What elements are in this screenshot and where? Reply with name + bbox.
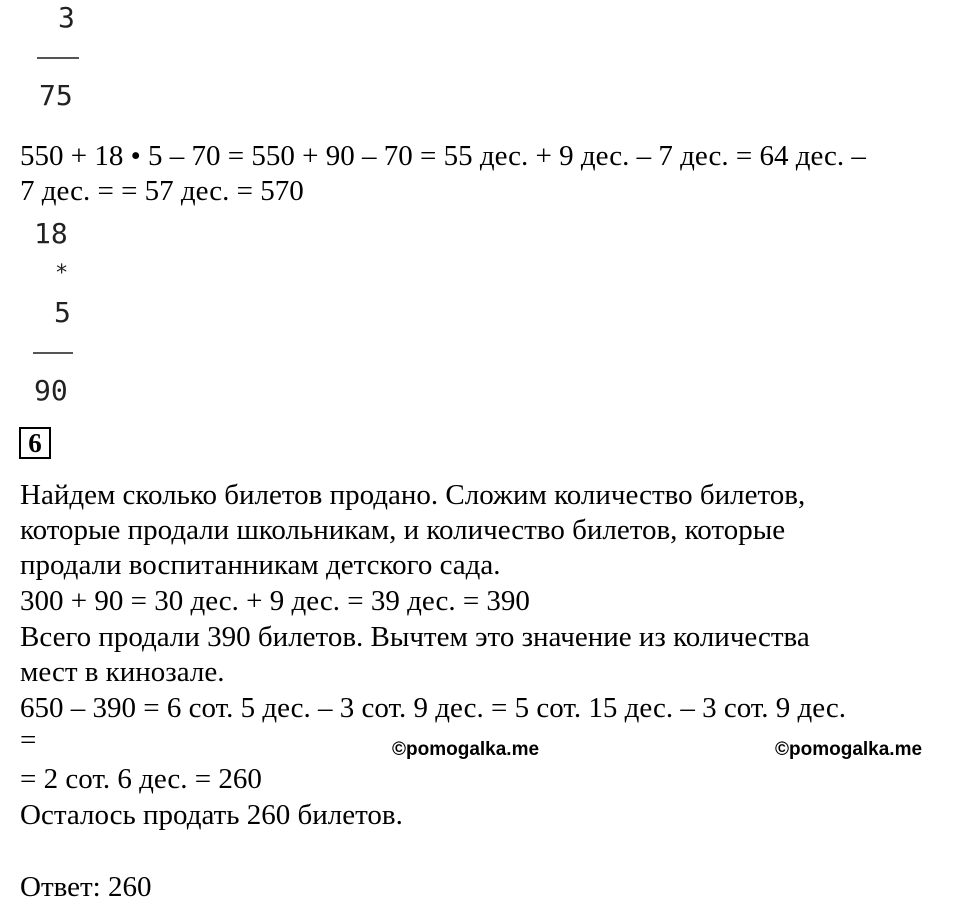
column-calc-1-operand: 3: [58, 1, 75, 34]
solution-line-8: =: [20, 724, 37, 756]
column-calc-1-result: 75: [39, 79, 73, 112]
solution-line-5: Всего продали 390 билетов. Вычтем это значение из количества: [20, 621, 810, 653]
solution-line-2: которые продали школьникам, и количество билетов, которые: [20, 514, 786, 546]
expression-line-1: 550 + 18 • 5 – 70 = 550 + 90 – 70 = 55 дес. + 9 дес. – 7 дес. = 64 дес. –: [20, 140, 866, 172]
solution-line-9: = 2 сот. 6 дес. = 260: [20, 763, 262, 795]
watermark-left: ©pomogalka.me: [392, 739, 540, 760]
task-number-box: 6: [19, 427, 51, 459]
column-calc-2-operator: *: [55, 261, 69, 286]
solution-line-4: 300 + 90 = 30 дес. + 9 дес. = 39 дес. = 390: [20, 585, 530, 617]
answer-line: Ответ: 260: [20, 871, 152, 903]
solution-line-7: 650 – 390 = 6 сот. 5 дес. – 3 сот. 9 дес. = 5 сот. 15 дес. – 3 сот. 9 дес.: [20, 692, 847, 724]
solution-line-1: Найдем сколько билетов продано. Сложим количество билетов,: [20, 479, 806, 511]
solution-line-6: мест в кинозале.: [20, 656, 225, 688]
column-calc-1-rule: [37, 57, 79, 59]
solution-line-10: Осталось продать 260 билетов.: [20, 799, 403, 831]
expression-line-2: 7 дес. = = 57 дес. = 570: [20, 175, 304, 207]
column-calc-2-result: 90: [34, 374, 68, 407]
column-calc-2-operand-bottom: 5: [54, 296, 71, 329]
watermark-right: ©pomogalka.me: [775, 739, 923, 760]
column-calc-2-rule: [33, 352, 73, 354]
solution-line-3: продали воспитанникам детского сада.: [20, 549, 501, 581]
column-calc-2-operand-top: 18: [34, 217, 68, 250]
